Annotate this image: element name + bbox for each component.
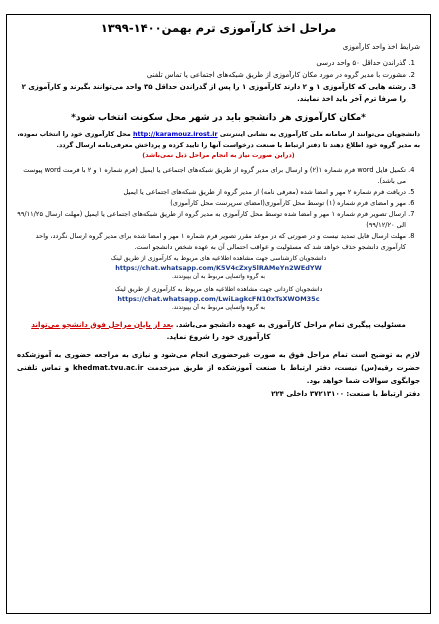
step1-red-note: (دراین صورت نیاز به انجام مراحل ذیل نمی‌باشد) (142, 151, 295, 159)
step1-text-post: محل کارآموزی خود را انتخاب نموده، به مدیر گروه خود اطلاع دهند تا دفتر ارتباط با صنعت درخواست آنها را تایید کرده و پرداخش معرفی‌نامه ارسال گردد. (17, 130, 420, 149)
responsibility-text: مسئولیت پیگیری تمام مراحل کارآموزی به عهده دانشجو می‌باشد. (175, 319, 406, 329)
condition-item: 3. رشته هایی که کارآموزی ۱ و ۲ دارند کارآموزی ۱ را پس از گذراندن حداقل ۳۵ واحد می‌توانند بگیرند و کارآموزی ۲ را صرفا ترم آخر باید اخذ نمایند. (17, 81, 406, 105)
responsibility-note (17, 319, 420, 343)
final-text-2: و تماس تلفنی جوابگوی سوالات شما خواهد بود. (17, 363, 420, 385)
group1-join-text: به گروه واتساپی مربوط به آن بپیوندند. (171, 273, 266, 280)
step1-paragraph (17, 129, 420, 161)
step-item: 8. مهلت ارسال فایل تمدید نیست و در صورتی که در موعد مقرر تصویر فرم شماره ۱ مهر و امضا شده برای مدیر گروه ارسال نگردد، واحد کارآموزی دانشجو حذف خواهد شد که مسئولیت و عواقب احتمالی آن به عهده شخص دانشجو است. (17, 231, 406, 253)
group2-join-text: به گروه واتساپی مربوط به آن بپیوندند. (171, 304, 266, 311)
group2-whatsapp-link[interactable]: https://chat.whatsapp.com/LwiLagkcFN10xTsXWOM35c (117, 294, 320, 303)
group1-whatsapp-link[interactable]: https://chat.whatsapp.com/K5V4cZxy5lRAMeYn2WEdYW (115, 263, 322, 272)
karamouz-link[interactable]: http://karamouz.irost.ir (133, 130, 218, 138)
step-item: 5. دریافت فرم شماره ۲ مهر و امضا شده (معرفی نامه) از مدیر گروه از طریق شبکه‌های اجتماعی یا ایمیل (17, 187, 406, 198)
responsibility-red-text: بعد از پایان مراحل فوق دانشجو می‌تواند (31, 319, 174, 329)
khedmat-link[interactable]: khedmat.tvu.ac.ir (73, 363, 144, 372)
final-text-1: لازم به توضیح است تمام مراحل فوق به صورت غیرحضوری انجام می‌شود و نیازی به مراجعه حضوری به آموزشکده حضرت رقیه(س) نیست، دفتر ارتباط با صنعت آموزشکده از طریق میزخدمت (17, 350, 420, 372)
conditions-list (17, 57, 420, 105)
step1-text-pre: دانشجویان می‌توانند از سامانه ملی کارآموزی به نشانی اینترنتی (219, 130, 420, 138)
contact-phone: دفتر ارتباط با صنعت: ۳۷۲۱۳۱۰۰ داخلی ۲۲۴ (271, 389, 420, 398)
step-item: 4. تکمیل فایل word فرم شماره ۱(۲) و ارسال برای مدیر گروه از طریق شبکه‌های اجتماعی یا ایمیل (فرم شماره ۱ و ۲ با فرمت word پیوست می باشد). (17, 165, 406, 187)
condition-item: 1. گذراندن حداقل ۵۰ واحد درسی (17, 57, 406, 69)
step-item: 6. مهر و امضای فرم شماره (۱) توسط محل کارآموزی(امضای سرپرست محل کارآموزی) (17, 198, 406, 209)
conditions-heading: شرایط اخذ واحد کارآموزی (342, 43, 420, 51)
step-item: 7. ارسال تصویر فرم شماره ۱ مهر و امضا شده توسط محل کارآموزی به مدیر گروه از طریق شبکه‌های اجتماعی یا ایمیل (مهلت ارسال ۹۹/۱۱/۲۵ الی ۹۹/۱۲/۲۰) (17, 209, 406, 231)
condition-item: 2. مشورت با مدیر گروه در مورد مکان کارآموزی از طریق شبکه‌های اجتماعی یا تماس تلفنی (17, 69, 406, 81)
group2-caption: دانشجویان کاردانی جهت مشاهده اطلاعیه های مربوط به کارآموزی از طریق لینک (114, 285, 323, 293)
document-title: مراحل اخذ کارآموزی ترم بهمن۱۴۰۰-۱۳۹۹ (100, 21, 337, 35)
steps-list (17, 165, 420, 253)
location-note: *مکان کارآموزی هر دانشجو باید در شهر محل سکونت انتخاب شود* (71, 113, 366, 123)
final-paragraph (17, 349, 420, 401)
group1-caption: دانشجویان کارشناسی جهت مشاهده اطلاعیه های مربوط به کارآموزی از طریق لینک (110, 254, 327, 262)
document-frame (6, 14, 431, 614)
responsibility-post-text: کارآموزی خود را شروع نماید. (166, 331, 271, 341)
